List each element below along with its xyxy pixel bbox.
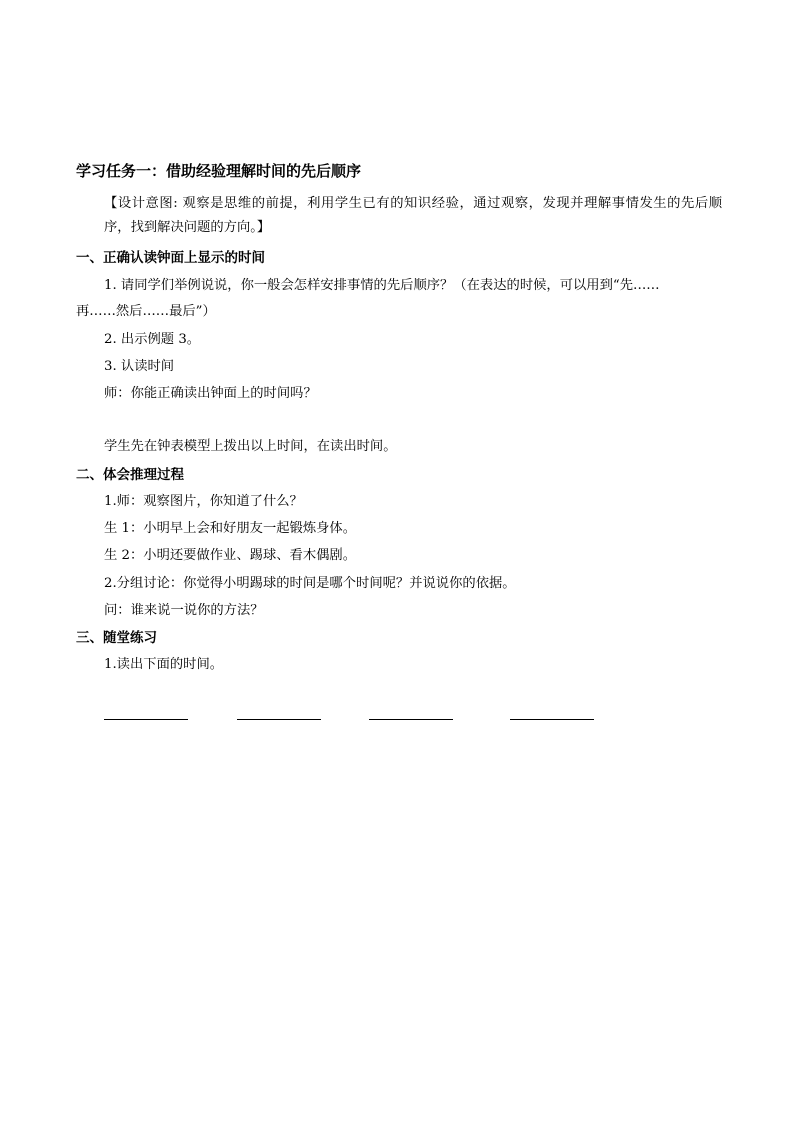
design-intent-paragraph [104, 192, 722, 240]
section3-exercise1: 1.读出下面的时间。 [104, 657, 224, 672]
section3-heading: 三、随堂练习 [76, 630, 157, 646]
section1-item3: 3. 认读时间 [104, 359, 175, 374]
answer-blank-1[interactable] [104, 719, 188, 720]
task-title: 学习任务一：借助经验理解时间的先后顺序 [76, 162, 362, 180]
section1-item1-line1: 1. 请同学们举例说说，你一般会怎样安排事情的先后顺序？（在表达的时候，可以用到“先…… [104, 278, 660, 293]
section1-heading: 一、正确认读钟面上显示的时间 [76, 250, 265, 266]
answer-blank-2[interactable] [237, 719, 321, 720]
answer-blank-4[interactable] [510, 719, 594, 720]
design-intent-text: 【设计意图: 观察是思维的前提，利用学生已有的知识经验，通过观察，发现并理解事情发生的先后顺序，找到解决问题的方向。】 [104, 196, 722, 235]
answer-blank-3[interactable] [369, 719, 453, 720]
section2-question3: 问：谁来说一说你的方法？ [104, 603, 264, 618]
section1-teacher-question: 师：你能正确读出钟面上的时间吗？ [104, 386, 317, 401]
section2-student2: 生 2：小明还要做作业、踢球、看木偶剧。 [104, 548, 357, 563]
section1-item2: 2. 出示例题 3。 [104, 332, 201, 347]
section2-student1: 生 1：小明早上会和好朋友一起锻炼身体。 [104, 521, 357, 536]
section2-question1: 1.师：观察图片，你知道了什么？ [104, 494, 303, 509]
section1-item1-line2: 再……然后……最后”） [76, 304, 216, 319]
section1-student-action: 学生先在钟表模型上拨出以上时间，在读出时间。 [104, 439, 397, 454]
section2-heading: 二、体会推理过程 [76, 467, 184, 483]
section2-question2: 2.分组讨论：你觉得小明踢球的时间是哪个时间呢？并说说你的依据。 [104, 576, 516, 591]
